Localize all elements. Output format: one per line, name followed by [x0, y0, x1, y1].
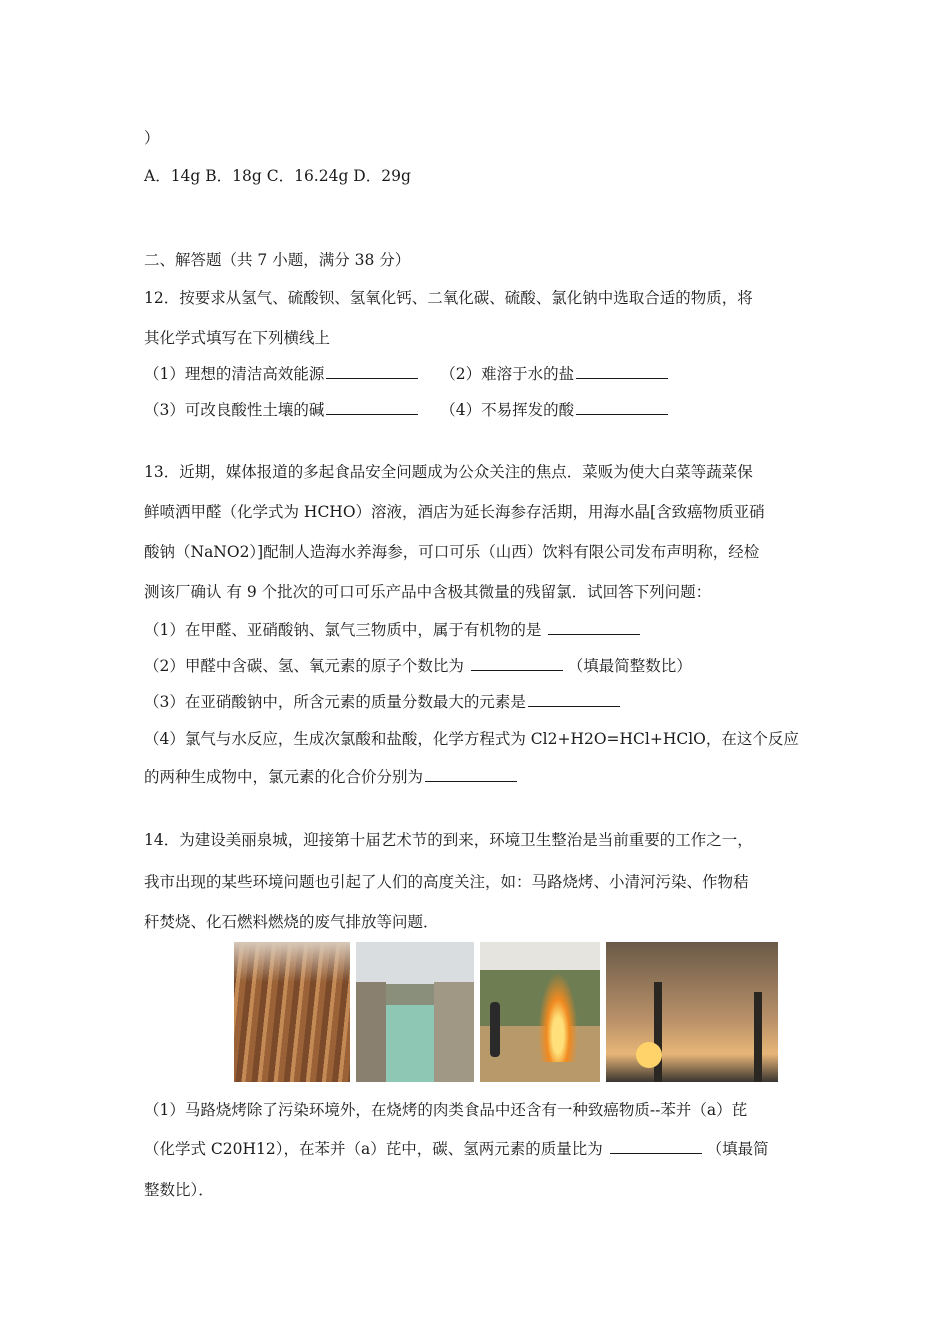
text-line: ）	[144, 129, 160, 147]
q14-item-1: （1）马路烧烤除了污染环境外，在烧烤的肉类食品中还含有一种致癌物质--苯并（a）芘	[144, 1101, 748, 1119]
question-14-stem-cont: 秆焚烧、化石燃料燃烧的废气排放等问题．	[144, 913, 439, 931]
answer-blank[interactable]	[326, 364, 418, 379]
q14-item-1-cont	[144, 1137, 769, 1159]
question-13-stem: 13．近期，媒体报道的多起食品安全问题成为公众关注的焦点．菜贩为使大白菜等蔬菜保	[144, 463, 753, 481]
answer-blank[interactable]	[576, 364, 668, 379]
answer-blank[interactable]	[610, 1139, 702, 1154]
question-14-stem: 14．为建设美丽泉城，迎接第十届艺术节的到来，环境卫生整治是当前重要的工作之一，	[144, 831, 753, 849]
choices-line: A．14g B．18g C．16.24g D．29g	[144, 167, 411, 185]
q13-item-2	[144, 654, 692, 676]
answer-blank[interactable]	[471, 656, 563, 671]
question-12-stem: 12．按要求从氢气、硫酸钡、氢氧化钙、二氧化碳、硫酸、氯化钠中选取合适的物质，将	[144, 289, 753, 307]
q13-item-3	[144, 690, 620, 712]
polluted-river-photo	[356, 942, 474, 1082]
question-14-stem-cont: 我市出现的某些环境问题也引起了人们的高度关注，如：马路烧烤、小清河污染、作物秸	[144, 873, 749, 891]
question-12-stem-cont: 其化学式填写在下列横线上	[144, 329, 331, 347]
q13-item-4-text: 的两种生成物中，氯元素的化合价分别为	[144, 768, 424, 786]
q14-item-1-text: （化学式 C20H12），在苯并（a）芘中，碳、氢两元素的质量比为	[144, 1140, 603, 1158]
q13-item-1-text: （1）在甲醛、亚硝酸钠、氯气三物质中，属于有机物的是	[144, 621, 542, 639]
q12-item-4: （4）不易挥发的酸	[440, 401, 575, 419]
question-13-stem-cont: 酸钠（NaNO2）]配制人造海水养海参，可口可乐（山西）饮料有限公司发布声明称，经检	[144, 543, 760, 561]
straw-burning-photo	[480, 942, 600, 1082]
question-13-stem-cont: 测该厂确认 有 9 个批次的可口可乐产品中含极其微量的残留氯．试回答下列问题：	[144, 583, 712, 601]
section-heading: 二、解答题（共 7 小题，满分 38 分）	[144, 251, 411, 269]
q13-item-1	[144, 618, 640, 640]
answer-blank[interactable]	[326, 400, 418, 415]
q13-item-2-note: （填最简整数比）	[567, 657, 692, 675]
q12-item-2: （2）难溶于水的盐	[440, 365, 575, 383]
smokestack-emission-photo	[606, 942, 778, 1082]
q14-item-1-cont: 整数比）．	[144, 1181, 214, 1199]
street-barbecue-photo	[234, 942, 350, 1082]
question-13-stem-cont: 鲜喷洒甲醛（化学式为 HCHO）溶液，酒店为延长海参存活期，用海水晶[含致癌物质亚硝	[144, 503, 765, 521]
q13-item-2-text: （2）甲醛中含碳、氢、氧元素的原子个数比为	[144, 657, 464, 675]
q13-item-4: （4）氯气与水反应，生成次氯酸和盐酸，化学方程式为 Cl2+H2O=HCl+HClO，在这个反应	[144, 730, 799, 748]
answer-blank[interactable]	[425, 767, 517, 782]
q13-item-4-cont	[144, 765, 517, 787]
photo-strip	[234, 942, 778, 1082]
answer-blank[interactable]	[548, 620, 640, 635]
q12-item-3: （3）可改良酸性土壤的碱	[144, 401, 325, 419]
q12-item-1: （1）理想的清洁高效能源	[144, 365, 325, 383]
q12-item-row-2	[144, 398, 668, 420]
q13-item-3-text: （3）在亚硝酸钠中，所含元素的质量分数最大的元素是	[144, 693, 526, 711]
answer-blank[interactable]	[528, 692, 620, 707]
q12-item-row-1	[144, 362, 668, 384]
answer-blank[interactable]	[576, 400, 668, 415]
q14-item-1-note: （填最简	[706, 1140, 769, 1158]
